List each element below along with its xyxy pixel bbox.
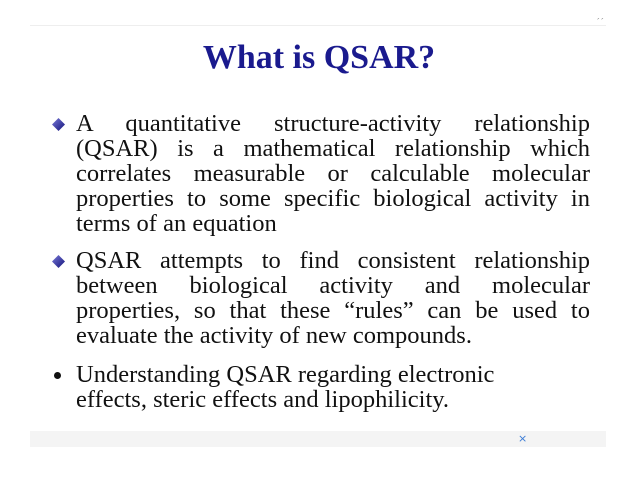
bullet-item xyxy=(52,362,546,412)
bullet-text: QSAR attempts to find consistent relationship between biological activity and molecular properties, so that these “rules” can be used to evaluate the activity of new compounds. xyxy=(76,247,590,349)
bullet-item xyxy=(52,111,590,236)
diamond-icon xyxy=(52,255,65,268)
bullet-list xyxy=(52,111,590,412)
bullet-item xyxy=(52,248,590,348)
close-icon[interactable]: × xyxy=(518,432,528,445)
diamond-icon xyxy=(52,118,65,131)
slide-title: What is QSAR? xyxy=(202,39,436,76)
top-divider xyxy=(30,25,606,26)
corner-mark: ´´ xyxy=(597,17,605,27)
dot-icon xyxy=(54,372,61,379)
bullet-text: Understanding QSAR regarding electronic effects, steric effects and lipophilicity. xyxy=(76,361,495,413)
bullet-text: A quantitative structure-activity relationship (QSAR) is a mathematical relationship which correlates measurable or calculable molecular properties to some specific biological activity in terms of an equation xyxy=(76,110,590,237)
